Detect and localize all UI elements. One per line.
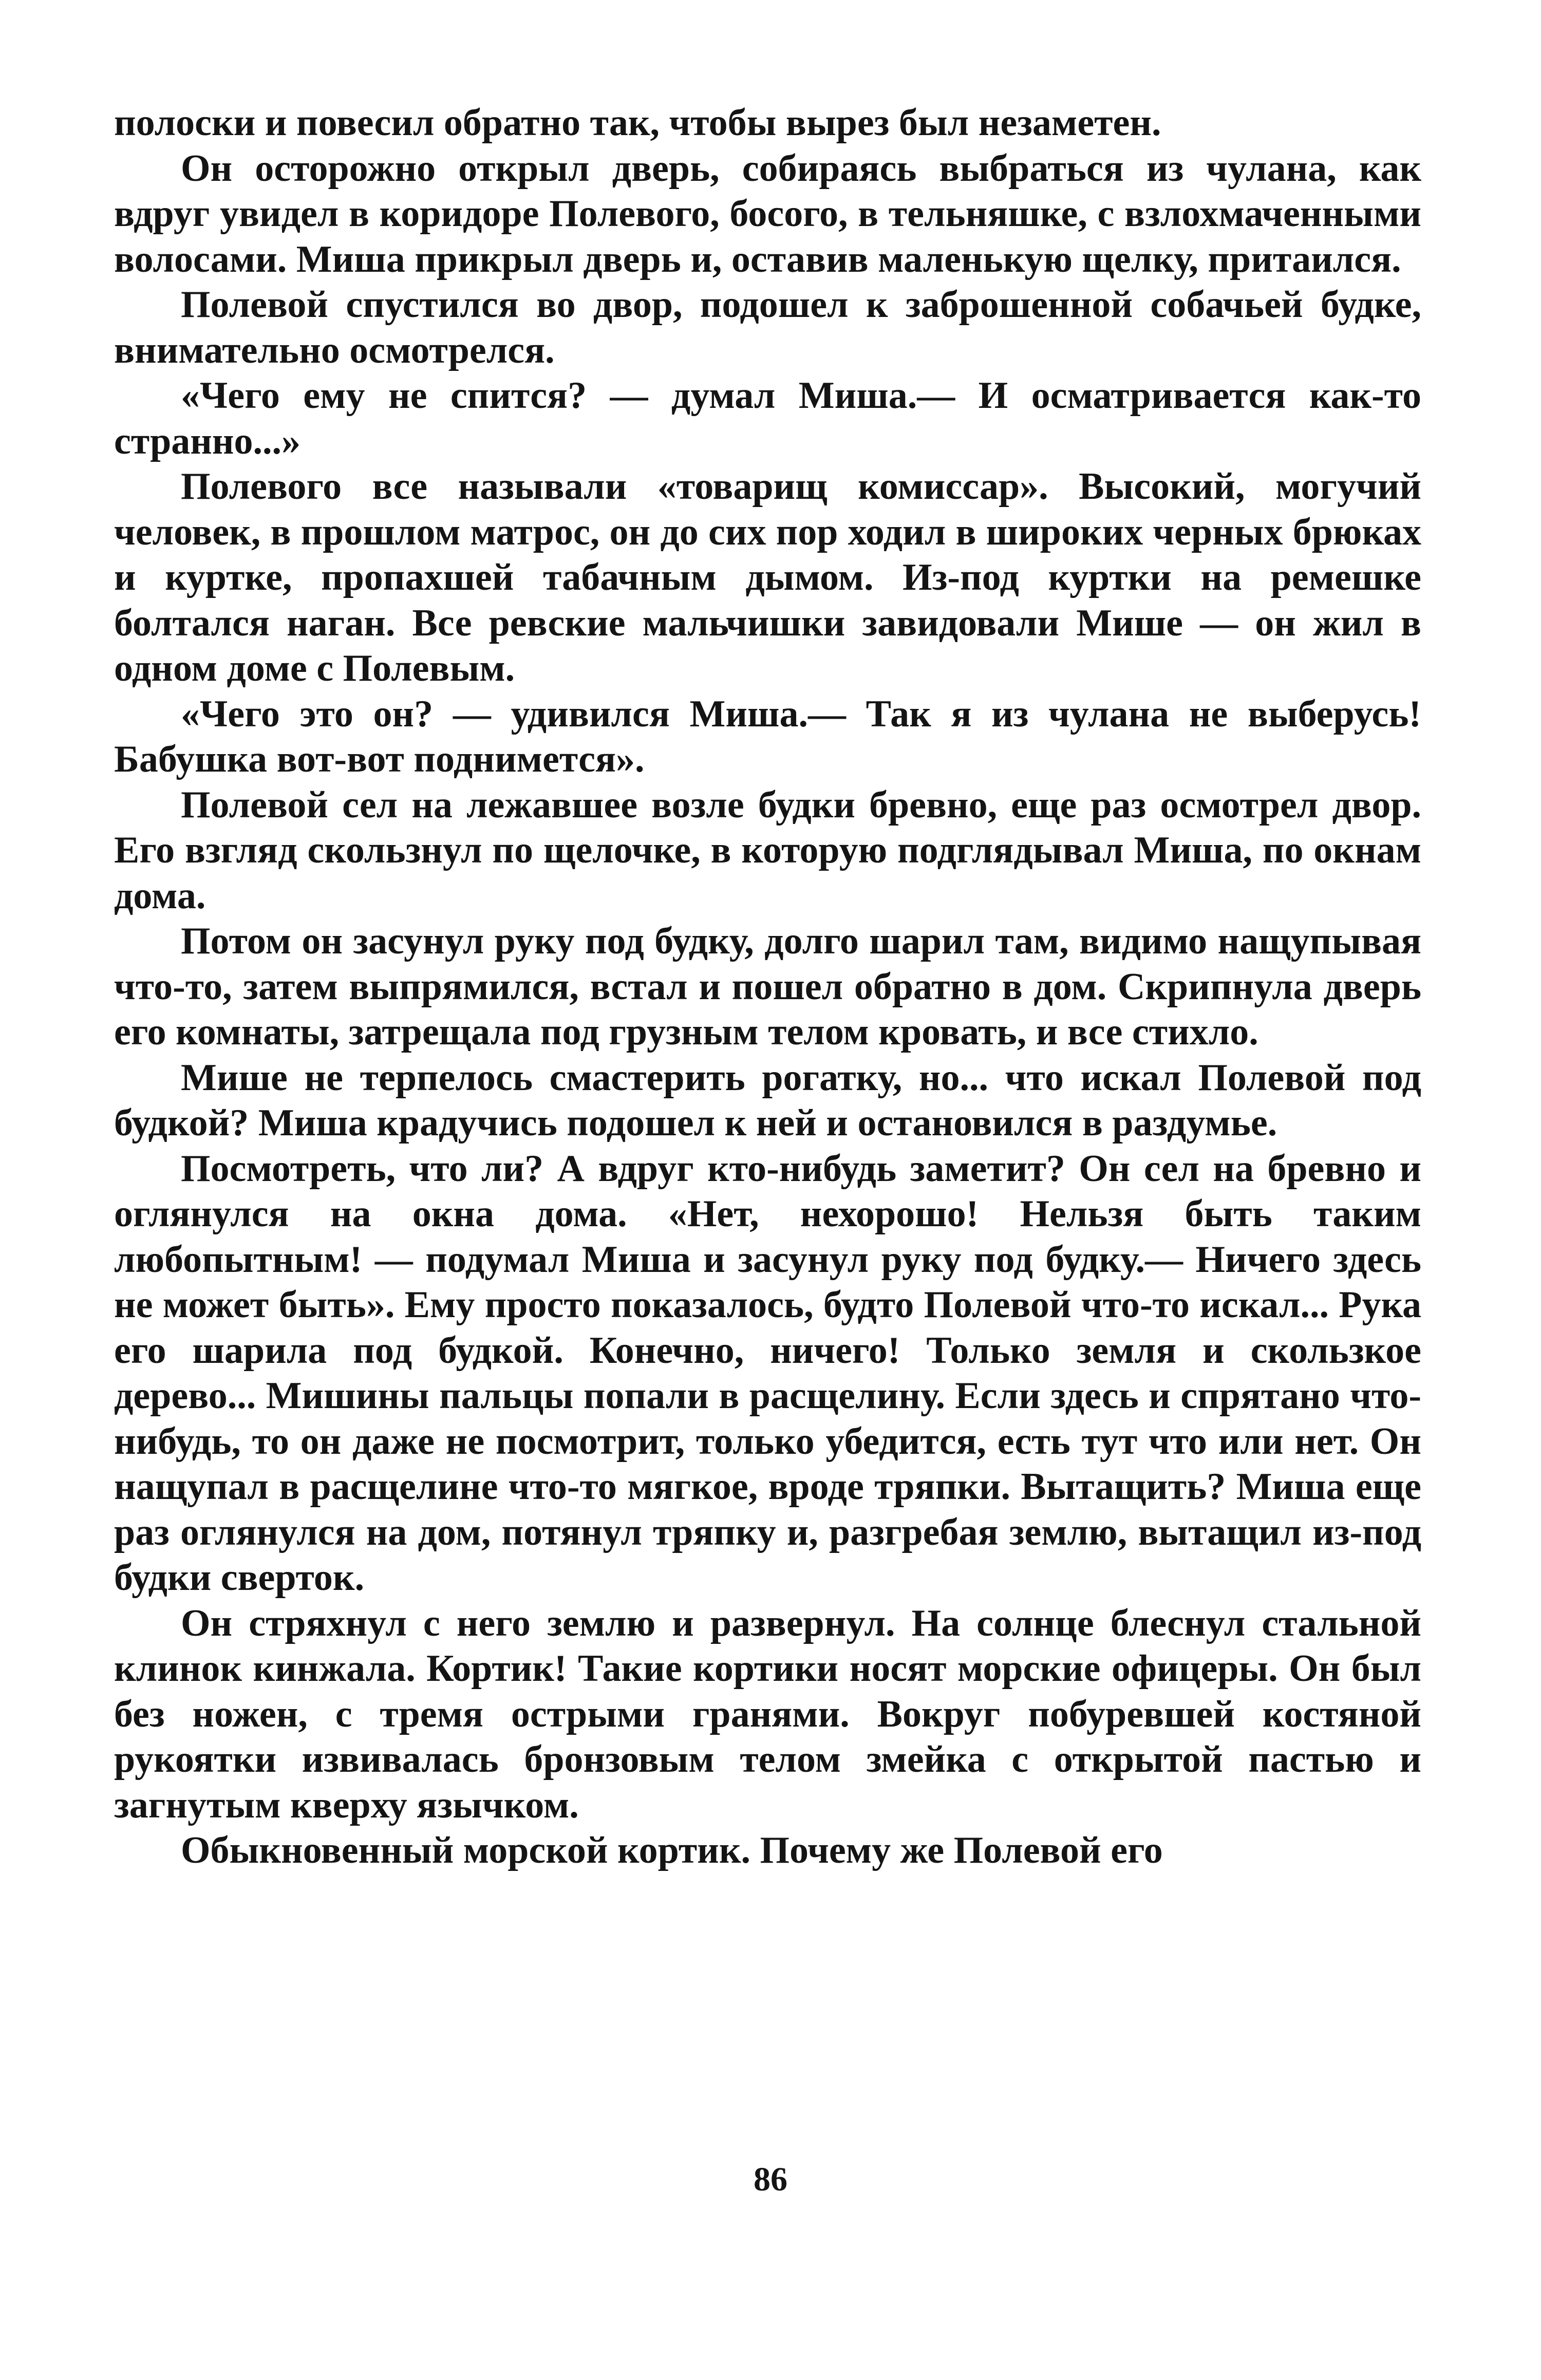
paragraph: Потом он засунул руку под будку, долго шарил там, видимо нащупывая что-то, затем выпрямился, встал и пошел обратно в дом. Скрипнула дверь его комнаты, затрещала под грузным телом кровать, и все стихло. (114, 920, 1421, 1053)
paragraph: «Чего это он? — удивился Миша.— Так я из чулана не выберусь! Бабушка вот-вот поднимется». (114, 692, 1421, 780)
paragraph: Посмотреть, что ли? А вдруг кто-нибудь заметит? Он сел на бревно и оглянулся на окна дома. «Нет, нехорошо! Нельзя быть таким любопытным! — подумал Миша и засунул руку под будку.— Ничего здесь не может быть». Ему просто показалось, будто Полевой что-то искал... Рука его шарила под будкой. Конечно, ничего! Только земля и скользкое дерево... Мишины пальцы попали в расщелину. Если здесь и спрятано что-нибудь, то он даже не посмотрит, только убедится, есть тут что или нет. Он нащупал в расщелине что-то мягкое, вроде тряпки. Вытащить? Миша еще раз оглянулся на дом, потянул тряпку и, разгребая землю, вытащил из-под будки сверток. (114, 1147, 1421, 1599)
paragraph: «Чего ему не спится? — думал Миша.— И осматривается как-то странно...» (114, 374, 1421, 462)
paragraph: Полевой сел на лежавшее возле будки бревно, еще раз осмотрел двор. Его взгляд скользнул по щелочке, в которую подглядывал Миша, по окнам дома. (114, 783, 1421, 917)
paragraph: Полевой спустился во двор, подошел к заброшенной собачьей будке, внимательно осмотрелся. (114, 284, 1421, 371)
paragraph: Мише не терпелось смастерить рогатку, но... что искал Полевой под будкой? Миша крадучись подошел к ней и остановился в раздумье. (114, 1056, 1421, 1144)
page-text (114, 100, 1421, 1873)
paragraph: Он осторожно открыл дверь, собираясь выбраться из чулана, как вдруг увидел в коридоре Полевого, босого, в тельняшке, с взлохмаченными волосами. Миша прикрыл дверь и, оставив маленькую щелку, притаился. (114, 147, 1421, 280)
paragraph-continuation: полоски и повесил обратно так, чтобы вырез был незаметен. (114, 102, 1161, 144)
paragraph: Полевого все называли «товарищ комиссар». Высокий, могучий человек, в прошлом матрос, он до сих пор ходил в широких черных брюках и куртке, пропахшей табачным дымом. Из-под куртки на ремешке болтался наган. Все ревские мальчишки завидовали Мише — он жил в одном доме с Полевым. (114, 465, 1421, 689)
paragraph: Обыкновенный морской кортик. Почему же Полевой его (181, 1829, 1163, 1871)
page-number: 86 (754, 2161, 787, 2198)
paragraph: Он стряхнул с него землю и развернул. На солнце блеснул стальной клинок кинжала. Кортик! Такие кортики носят морские офицеры. Он был без ножен, с тремя острыми гранями. Вокруг побуревшей костяной рукоятки извивалась бронзовым телом змейка с открытой пастью и загнутым кверху язычком. (114, 1602, 1421, 1826)
